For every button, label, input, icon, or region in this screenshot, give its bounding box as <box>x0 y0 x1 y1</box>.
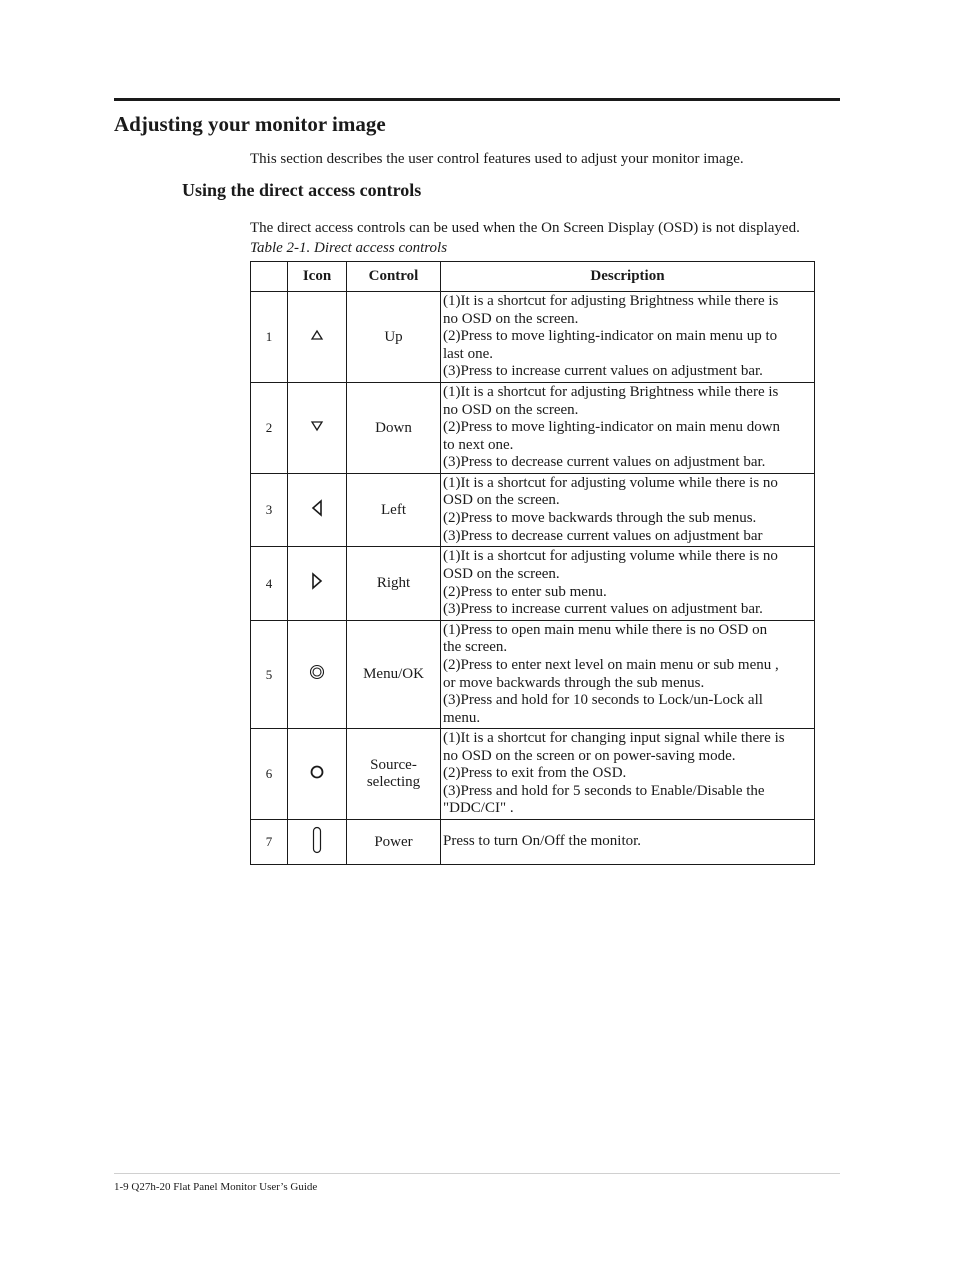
description-line: the screen. <box>443 639 508 656</box>
header-description: Description <box>441 262 815 292</box>
description-line: (3)Press and hold for 5 seconds to Enable/Disable the <box>443 782 765 799</box>
row-number: 7 <box>251 820 288 865</box>
row-number: 6 <box>251 729 288 820</box>
description-cell <box>441 292 815 383</box>
description-line: (1)It is a shortcut for adjusting Brightness while there is <box>443 293 779 310</box>
control-name-line: Source- <box>370 757 417 773</box>
circle-icon <box>309 764 325 780</box>
table-header-row <box>251 262 815 292</box>
up-triangle-icon <box>310 329 324 341</box>
description-cell <box>441 621 815 729</box>
description-line: (1)It is a shortcut for changing input signal while there is <box>443 730 785 747</box>
description-cell <box>441 474 815 547</box>
icon-cell <box>288 292 347 383</box>
description-cell <box>441 547 815 621</box>
table-row <box>251 292 815 383</box>
description-line: (3)Press to increase current values on adjustment bar. <box>443 601 763 618</box>
header-icon: Icon <box>288 262 347 292</box>
table-row <box>251 820 815 865</box>
icon-cell <box>288 474 347 547</box>
description-line: (2)Press to move backwards through the sub menus. <box>443 510 757 526</box>
table-caption: Table 2-1. Direct access controls <box>250 240 448 256</box>
intro-text: This section describes the user control features used to adjust your monitor image. <box>250 151 744 167</box>
icon-cell <box>288 729 347 820</box>
description-line: (2)Press to enter sub menu. <box>443 583 607 600</box>
icon-cell <box>288 547 347 621</box>
table-row <box>251 621 815 729</box>
description-cell <box>441 820 815 865</box>
control-name: Menu/OK <box>347 621 441 729</box>
header-control: Control <box>347 262 441 292</box>
description-line: (1)Press to open main menu while there is no OSD on <box>443 621 768 638</box>
control-name: Left <box>347 474 441 547</box>
description-line: or move backwards through the sub menus. <box>443 674 705 691</box>
row-number: 3 <box>251 474 288 547</box>
row-number: 2 <box>251 383 288 474</box>
description-cell <box>441 383 815 474</box>
control-name: Up <box>347 292 441 383</box>
direct-access-controls-table <box>250 261 815 865</box>
description-line: to next one. <box>443 436 514 453</box>
description-line: (1)It is a shortcut for adjusting volume while there is no <box>443 474 778 491</box>
icon-cell <box>288 383 347 474</box>
table-row <box>251 729 815 820</box>
description-line: (2)Press to move lighting-indicator on main menu down <box>443 419 781 436</box>
description-line: no OSD on the screen or on power-saving mode. <box>443 747 736 764</box>
description-line: (2)Press to exit from the OSD. <box>443 765 627 782</box>
description-line: OSD on the screen. <box>443 492 560 509</box>
description-line: Press to turn On/Off the monitor. <box>443 833 642 850</box>
row-number: 1 <box>251 292 288 383</box>
left-triangle-icon <box>310 499 324 517</box>
description-line: (1)It is a shortcut for adjusting volume while there is no <box>443 548 778 565</box>
icon-cell <box>288 820 347 865</box>
control-name: Right <box>347 547 441 621</box>
description-line: menu. <box>443 709 481 726</box>
section-title: Adjusting your monitor image <box>114 112 386 136</box>
double-circle-icon <box>309 664 325 680</box>
description-line: (3)Press to increase current values on adjustment bar. <box>443 363 763 380</box>
description-line: (3)Press to decrease current values on adjustment bar. <box>443 454 766 471</box>
description-line: "DDC/CI" . <box>443 800 514 817</box>
control-name <box>347 729 441 820</box>
lead-text: The direct access controls can be used when the On Screen Display (OSD) is not displayed. <box>250 220 800 236</box>
description-line: (3)Press to decrease current values on adjustment bar <box>443 527 763 544</box>
description-line: (1)It is a shortcut for adjusting Brightness while there is <box>443 384 779 401</box>
power-bar-icon <box>312 826 322 854</box>
control-name: Power <box>347 820 441 865</box>
row-number: 4 <box>251 547 288 621</box>
description-line: last one. <box>443 345 493 362</box>
subsection-title: Using the direct access controls <box>182 180 422 200</box>
control-name: Down <box>347 383 441 474</box>
down-triangle-icon <box>310 420 324 432</box>
description-cell <box>441 729 815 820</box>
description-line: (3)Press and hold for 10 seconds to Lock/un-Lock all <box>443 692 763 709</box>
footer-rule <box>114 1173 840 1174</box>
right-triangle-icon <box>310 572 324 590</box>
description-line: no OSD on the screen. <box>443 401 579 418</box>
header-num <box>251 262 288 292</box>
description-line: (2)Press to enter next level on main menu or sub menu , <box>443 656 779 673</box>
page-footer: 1-9 Q27h-20 Flat Panel Monitor User’s Guide <box>114 1181 318 1193</box>
table-row <box>251 547 815 621</box>
row-number: 5 <box>251 621 288 729</box>
table-row <box>251 474 815 547</box>
icon-cell <box>288 621 347 729</box>
control-name-line: selecting <box>366 774 421 790</box>
description-line: OSD on the screen. <box>443 565 560 582</box>
top-rule <box>114 98 840 101</box>
table-row <box>251 383 815 474</box>
description-line: no OSD on the screen. <box>443 310 579 327</box>
description-line: (2)Press to move lighting-indicator on main menu up to <box>443 328 778 345</box>
